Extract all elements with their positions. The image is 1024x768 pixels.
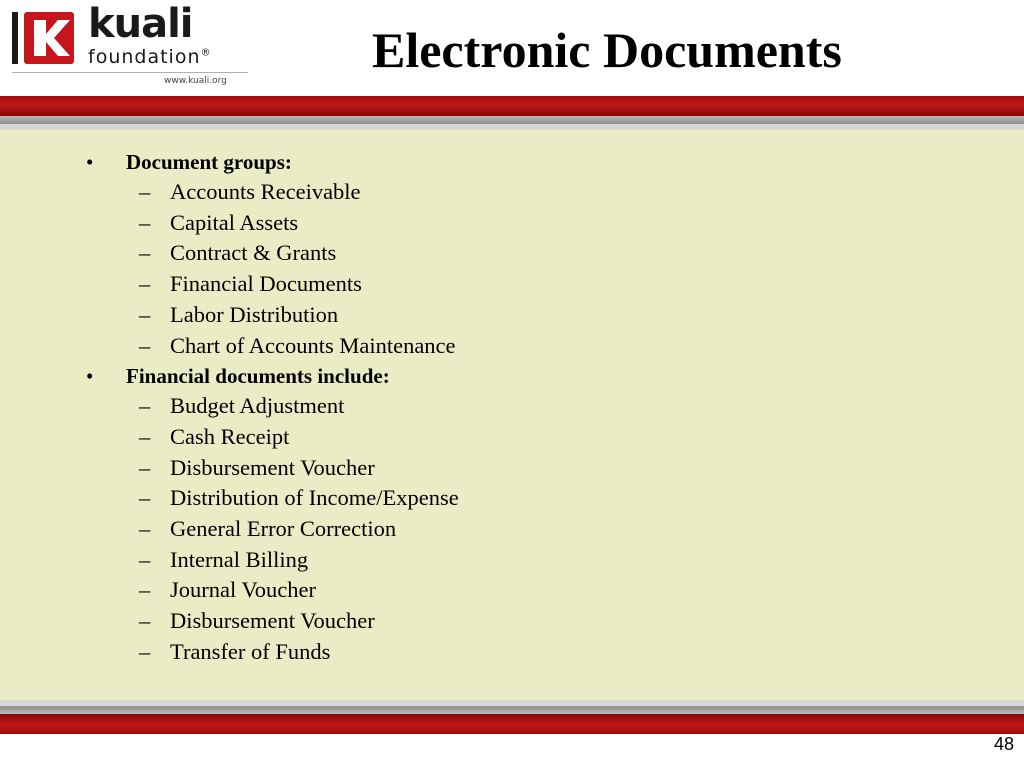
dash-icon: –	[139, 454, 151, 480]
footer-red-band	[0, 714, 1024, 734]
list-item-label: Financial Documents	[170, 271, 362, 297]
dash-icon: –	[139, 485, 151, 511]
list-item-label: Disbursement Voucher	[170, 608, 375, 634]
list-item-label: Chart of Accounts Maintenance	[170, 332, 456, 358]
dash-icon: –	[139, 516, 151, 542]
dash-icon: –	[139, 240, 151, 266]
dash-icon: –	[139, 546, 151, 572]
logo-subtitle	[88, 48, 211, 67]
dash-icon: –	[139, 393, 151, 419]
sub-list-financial-documents	[126, 391, 459, 667]
bullet-document-groups	[82, 147, 459, 361]
bullet-financial-documents	[82, 361, 459, 667]
kuali-logo	[12, 1, 252, 90]
logo-subtitle-text: foundation	[88, 46, 201, 68]
logo-divider	[12, 72, 248, 73]
list-item-label: Distribution of Income/Expense	[170, 485, 459, 511]
list-item	[126, 208, 459, 239]
dash-icon: –	[139, 608, 151, 634]
list-item	[126, 545, 459, 576]
list-item	[126, 422, 459, 453]
dash-icon: –	[139, 209, 151, 235]
logo-wordmark: kuali	[88, 1, 193, 47]
list-item	[126, 637, 459, 668]
list-item	[126, 483, 459, 514]
list-item-label: Contract & Grants	[170, 240, 337, 266]
list-item-label: Cash Receipt	[170, 423, 290, 449]
logo-url: www.kuali.org	[164, 76, 227, 86]
list-item	[126, 575, 459, 606]
dash-icon: –	[139, 423, 151, 449]
footer-gray-band	[0, 706, 1024, 714]
header-red-band	[0, 96, 1024, 116]
list-item-label: Budget Adjustment	[170, 393, 345, 419]
list-item-label: Transfer of Funds	[170, 638, 331, 664]
list-item	[126, 606, 459, 637]
list-item	[126, 300, 459, 331]
dash-icon: –	[139, 301, 151, 327]
slide-title: Electronic Documents	[372, 22, 842, 78]
list-item	[126, 453, 459, 484]
dash-icon: –	[139, 577, 151, 603]
list-item-label: Journal Voucher	[170, 577, 317, 603]
list-item-label: General Error Correction	[170, 516, 397, 542]
header-gray-band	[0, 116, 1024, 124]
bullet-heading: Financial documents include:	[126, 364, 390, 389]
list-item-label: Internal Billing	[170, 546, 309, 572]
list-item	[126, 514, 459, 545]
list-item	[126, 177, 459, 208]
bullet-dot-icon: •	[86, 364, 94, 389]
list-item	[126, 269, 459, 300]
bullet-heading: Document groups:	[126, 150, 292, 174]
bullet-dot-icon: •	[86, 150, 94, 174]
logo-registered-mark: ®	[200, 47, 211, 59]
list-item-label: Disbursement Voucher	[170, 454, 375, 480]
dash-icon: –	[139, 271, 151, 297]
list-item-label: Labor Distribution	[170, 301, 339, 327]
dash-icon: –	[139, 638, 151, 664]
sub-list-document-groups	[126, 177, 459, 361]
page-number: 48	[993, 734, 1014, 754]
kuali-k-mark-icon	[12, 10, 80, 68]
bullet-list	[82, 147, 459, 668]
list-item-label: Capital Assets	[170, 209, 299, 235]
list-item	[126, 238, 459, 269]
list-item	[126, 391, 459, 422]
list-item	[126, 331, 459, 362]
list-item-label: Accounts Receivable	[170, 179, 361, 204]
dash-icon: –	[139, 179, 151, 204]
dash-icon: –	[139, 332, 151, 358]
